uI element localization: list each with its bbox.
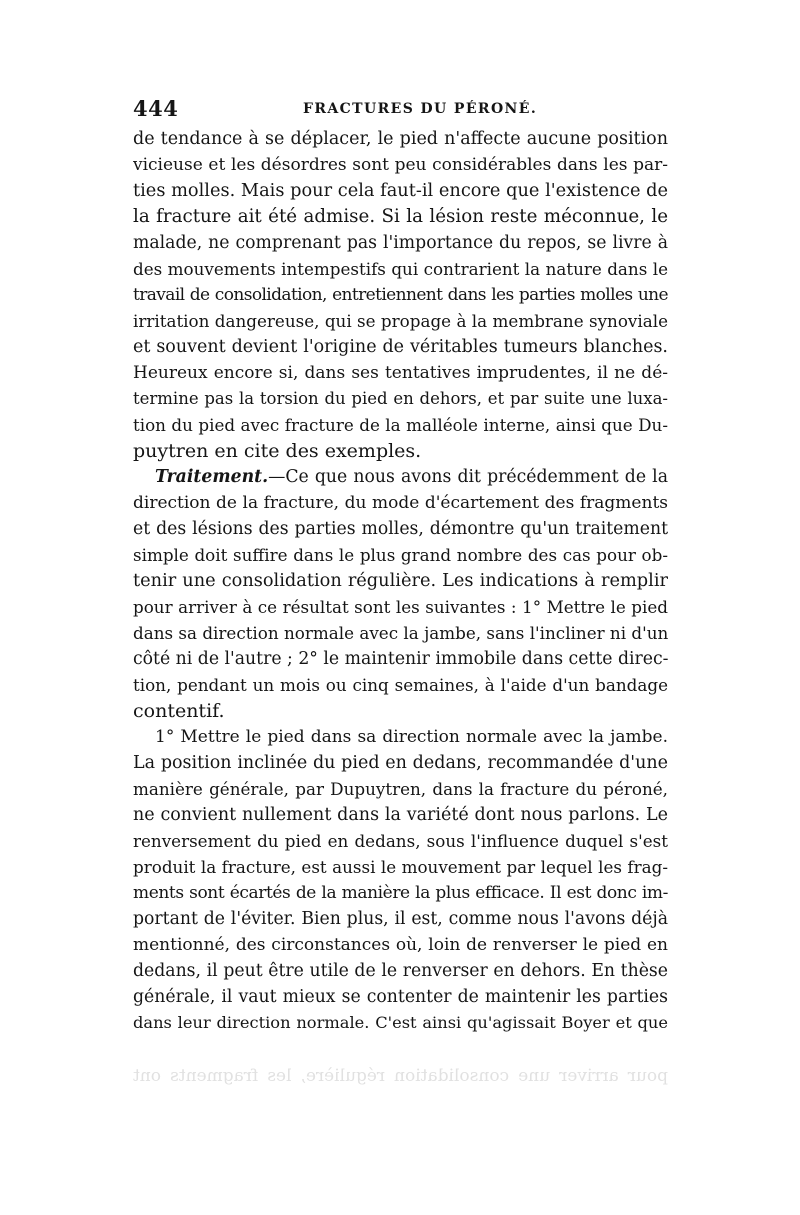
text-line: tion, pendant un mois ou cinq semaines, à l'aide d'un bandage	[133, 675, 668, 695]
text-line: renversement du pied en dedans, sous l'influence duquel s'est	[133, 831, 668, 851]
text-line: ne convient nullement dans la variété dont nous parlons. Le	[133, 805, 668, 825]
text-line: et souvent devient l'origine de véritables tumeurs blanches.	[133, 337, 668, 357]
text-line: puytren en cite des exemples.	[133, 440, 422, 462]
text-line: direction de la fracture, du mode d'écartement des fragments	[133, 493, 668, 513]
text-line: La position inclinée du pied en dedans, recommandée d'une	[133, 753, 668, 773]
text-line: 1° Mettre le pied dans sa direction normale avec la jambe.	[155, 727, 668, 747]
text-line: générale, il vaut mieux se contenter de maintenir les parties	[133, 987, 668, 1007]
text-line: côté ni de l'autre ; 2° le maintenir immobile dans cette direc-	[133, 649, 668, 669]
text-line: portant de l'éviter. Bien plus, il est, comme nous l'avons déjà	[133, 909, 668, 929]
text-line: et des lésions des parties molles, démontre qu'un traitement	[133, 519, 668, 539]
text-line: ments sont écartés de la manière la plus efficace. Il est donc im-	[133, 883, 668, 903]
text-line: vicieuse et les désordres sont peu considérables dans les par-	[133, 155, 668, 175]
text-line: des mouvements intempestifs qui contrarient la nature dans le	[133, 259, 668, 279]
text-line: travail de consolidation, entretiennent dans les parties molles une	[133, 285, 668, 305]
text-line: malade, ne comprenant pas l'importance du repos, se livre à	[133, 233, 668, 253]
traitement-first-line	[133, 464, 668, 490]
text-line: termine pas la torsion du pied en dehors, et par suite une luxa-	[133, 389, 668, 408]
text-line: Heureux encore si, dans ses tentatives imprudentes, il ne dé-	[133, 363, 668, 383]
text-line: produit la fracture, est aussi le mouvement par lequel les frag-	[133, 857, 668, 877]
text-line: tion du pied avec fracture de la malléole interne, ainsi que Du-	[133, 415, 668, 435]
text-line: irritation dangereuse, qui se propage à la membrane synoviale	[133, 311, 668, 331]
bleed-through-text: pour arriver une consolidation régulière, les fragments ont	[133, 1066, 668, 1086]
text-line: mentionné, des circonstances où, loin de renverser le pied en	[133, 935, 668, 955]
text-line: dans leur direction normale. C'est ainsi qu'agissait Boyer et que	[133, 1013, 668, 1032]
body-text	[133, 126, 668, 1036]
text-line: simple doit suffire dans le plus grand nombre des cas pour ob-	[133, 545, 668, 565]
text-line: la fracture ait été admise. Si la lésion reste méconnue, le	[133, 206, 668, 227]
text-line: ties molles. Mais pour cela faut-il encore que l'existence de	[133, 181, 668, 201]
text-line: de tendance à se déplacer, le pied n'affecte aucune position	[133, 129, 668, 149]
traitement-heading: Traitement.	[155, 467, 269, 487]
text-line: pour arriver à ce résultat sont les suivantes : 1° Mettre le pied	[133, 597, 668, 617]
text-line: manière générale, par Dupuytren, dans la fracture du péroné,	[133, 779, 668, 799]
running-title: FRACTURES DU PÉRONÉ.	[303, 101, 538, 117]
text-line: dedans, il peut être utile de le renverser en dehors. En thèse	[133, 961, 668, 981]
text-line: contentif.	[133, 700, 225, 722]
traitement-first-line-text: —Ce que nous avons dit précédemment de la	[268, 467, 668, 487]
page-header	[133, 96, 668, 126]
page-number: 444	[133, 96, 179, 121]
text-line: tenir une consolidation régulière. Les indications à remplir	[133, 571, 668, 591]
text-line: dans sa direction normale avec la jambe, sans l'incliner ni d'un	[133, 623, 668, 643]
